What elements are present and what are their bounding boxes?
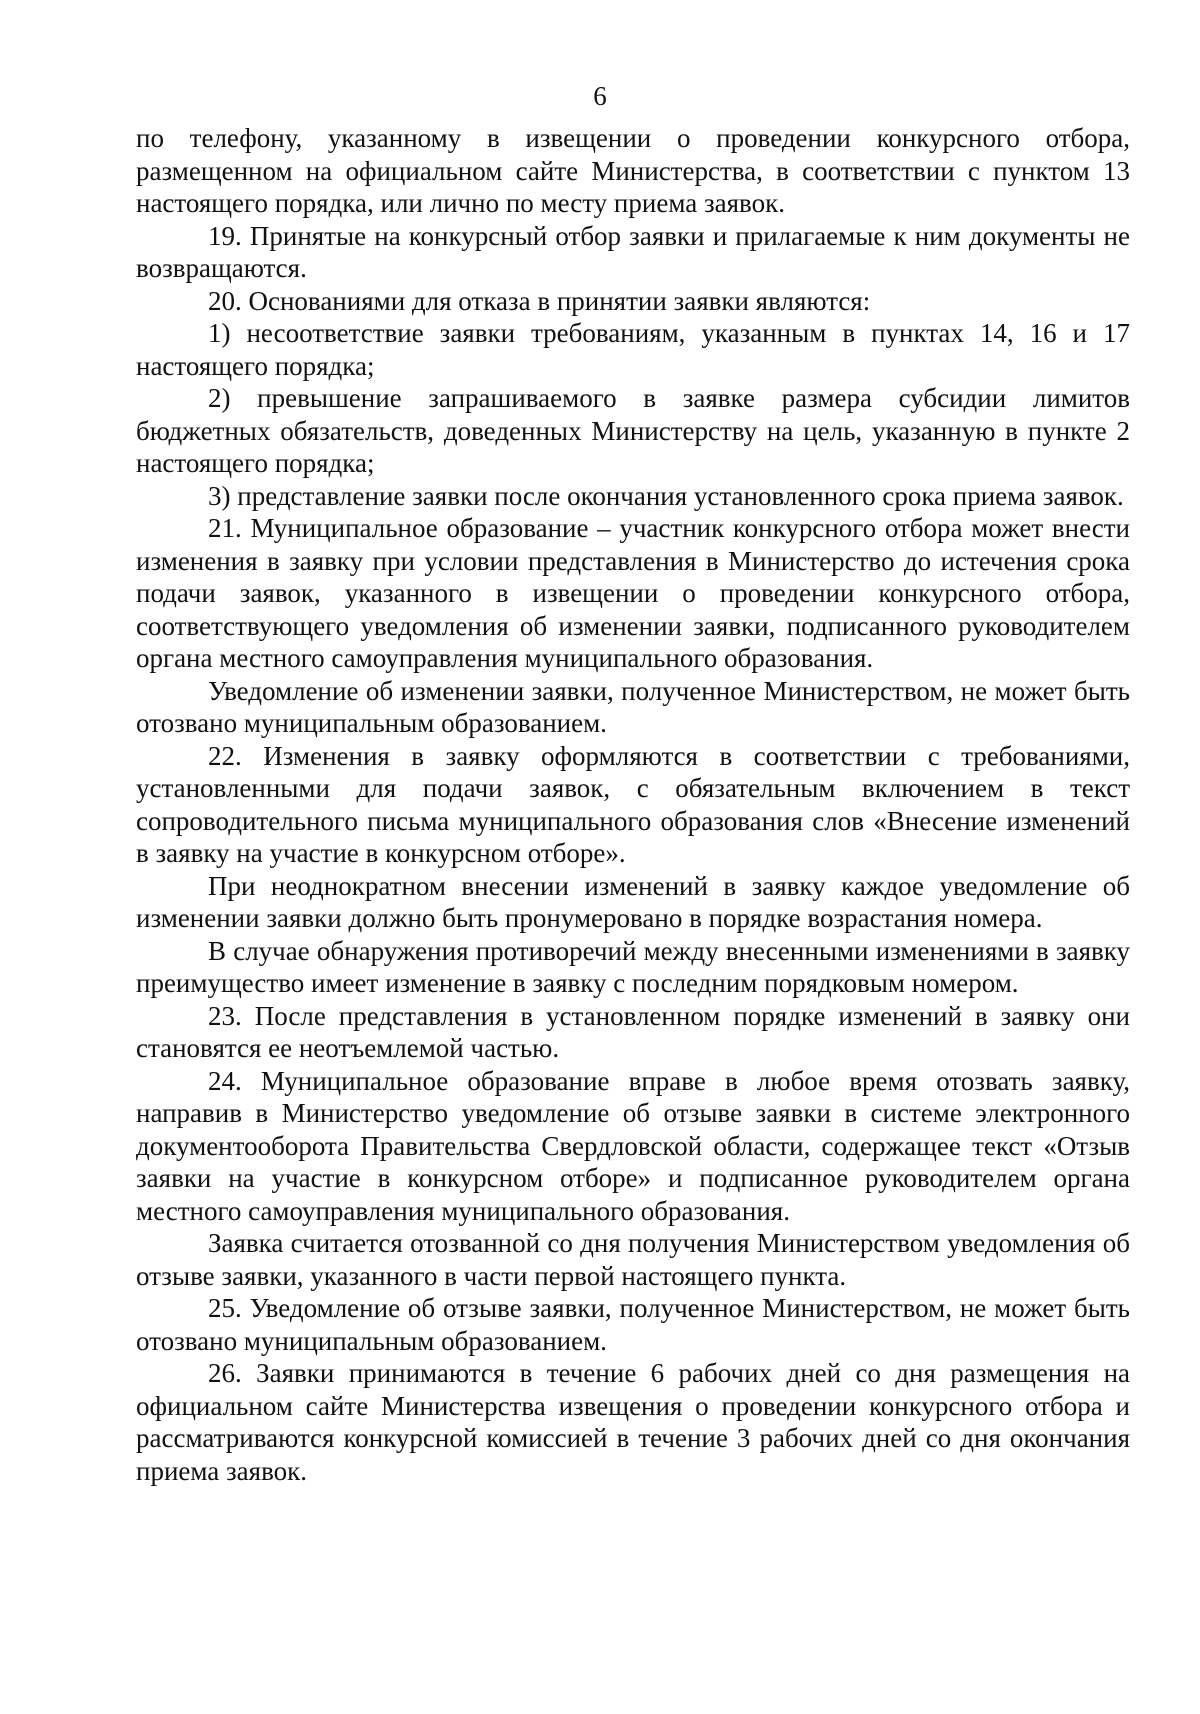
paragraph-20-item-1: 1) несоответствие заявки требованиям, указанным в пунктах 14, 16 и 17 настоящего порядка; — [136, 318, 1130, 381]
paragraph-22: 22. Изменения в заявку оформляются в соответствии с требованиями, установленными для подачи заявок, с обязательным включением в текст сопроводительного письма муниципального образования слов «Внесение изменений в заявку на участие в конкурсном отборе». — [136, 740, 1130, 868]
paragraph-20-item-3: 3) представление заявки после окончания установленного срока приема заявок. — [208, 480, 1124, 511]
paragraph-23: 23. После представления в установленном порядке изменений в заявку они становятся ее неотъемлемой частью. — [136, 1000, 1130, 1063]
paragraph-21: 21. Муниципальное образование – участник конкурсного отбора может внести изменения в заявку при условии представления в Министерство до истечения срока подачи заявок, указанного в извещении о проведении конкурсного отбора, соответствующего уведомления об изменении заявки, подписанного руководителем органа местного самоуправления муниципального образования. — [136, 513, 1130, 673]
paragraph-22-part-3: В случае обнаружения противоречий между внесенными изменениями в заявку преимущество имеет изменение в заявку с последним порядковым номером. — [136, 935, 1130, 998]
paragraph-21-part-2: Уведомление об изменении заявки, полученное Министерством, не может быть отозвано муниципальным образованием. — [136, 675, 1130, 738]
paragraph-continuation: по телефону, указанному в извещении о проведении конкурсного отбора, размещенном на официальном сайте Министерства, в соответствии с пунктом 13 настоящего порядка, или лично по месту приема заявок. — [136, 123, 1130, 218]
paragraph-22-part-2: При неоднократном внесении изменений в заявку каждое уведомление об изменении заявки должно быть пронумеровано в порядке возрастания номера. — [136, 870, 1130, 933]
page-number: 6 — [593, 81, 607, 111]
paragraph-20: 20. Основаниями для отказа в принятии заявки являются: — [208, 285, 871, 316]
paragraph-24-part-2: Заявка считается отозванной со дня получения Министерством уведомления об отзыве заявки, указанного в части первой настоящего пункта. — [136, 1228, 1130, 1291]
paragraph-24: 24. Муниципальное образование вправе в любое время отозвать заявку, направив в Министерство уведомление об отзыве заявки в системе электронного документооборота Правительства Свердловской области, содержащее текст «Отзыв заявки на участие в конкурсном отборе» и подписанное руководителем органа местного самоуправления муниципального образования. — [136, 1065, 1130, 1226]
paragraph-19: 19. Принятые на конкурсный отбор заявки и прилагаемые к ним документы не возвращаются. — [136, 220, 1130, 283]
paragraph-25: 25. Уведомление об отзыве заявки, полученное Министерством, не может быть отозвано муниципальным образованием. — [136, 1293, 1130, 1356]
paragraph-26: 26. Заявки принимаются в течение 6 рабочих дней со дня размещения на официальном сайте Министерства извещения о проведении конкурсного отбора и рассматриваются конкурсной комиссией в течение 3 рабочих дней со дня окончания приема заявок. — [136, 1358, 1130, 1486]
document-body — [136, 122, 1130, 1487]
paragraph-20-item-2: 2) превышение запрашиваемого в заявке размера субсидии лимитов бюджетных обязательств, доведенных Министерству на цель, указанную в пункте 2 настоящего порядка; — [136, 383, 1130, 478]
